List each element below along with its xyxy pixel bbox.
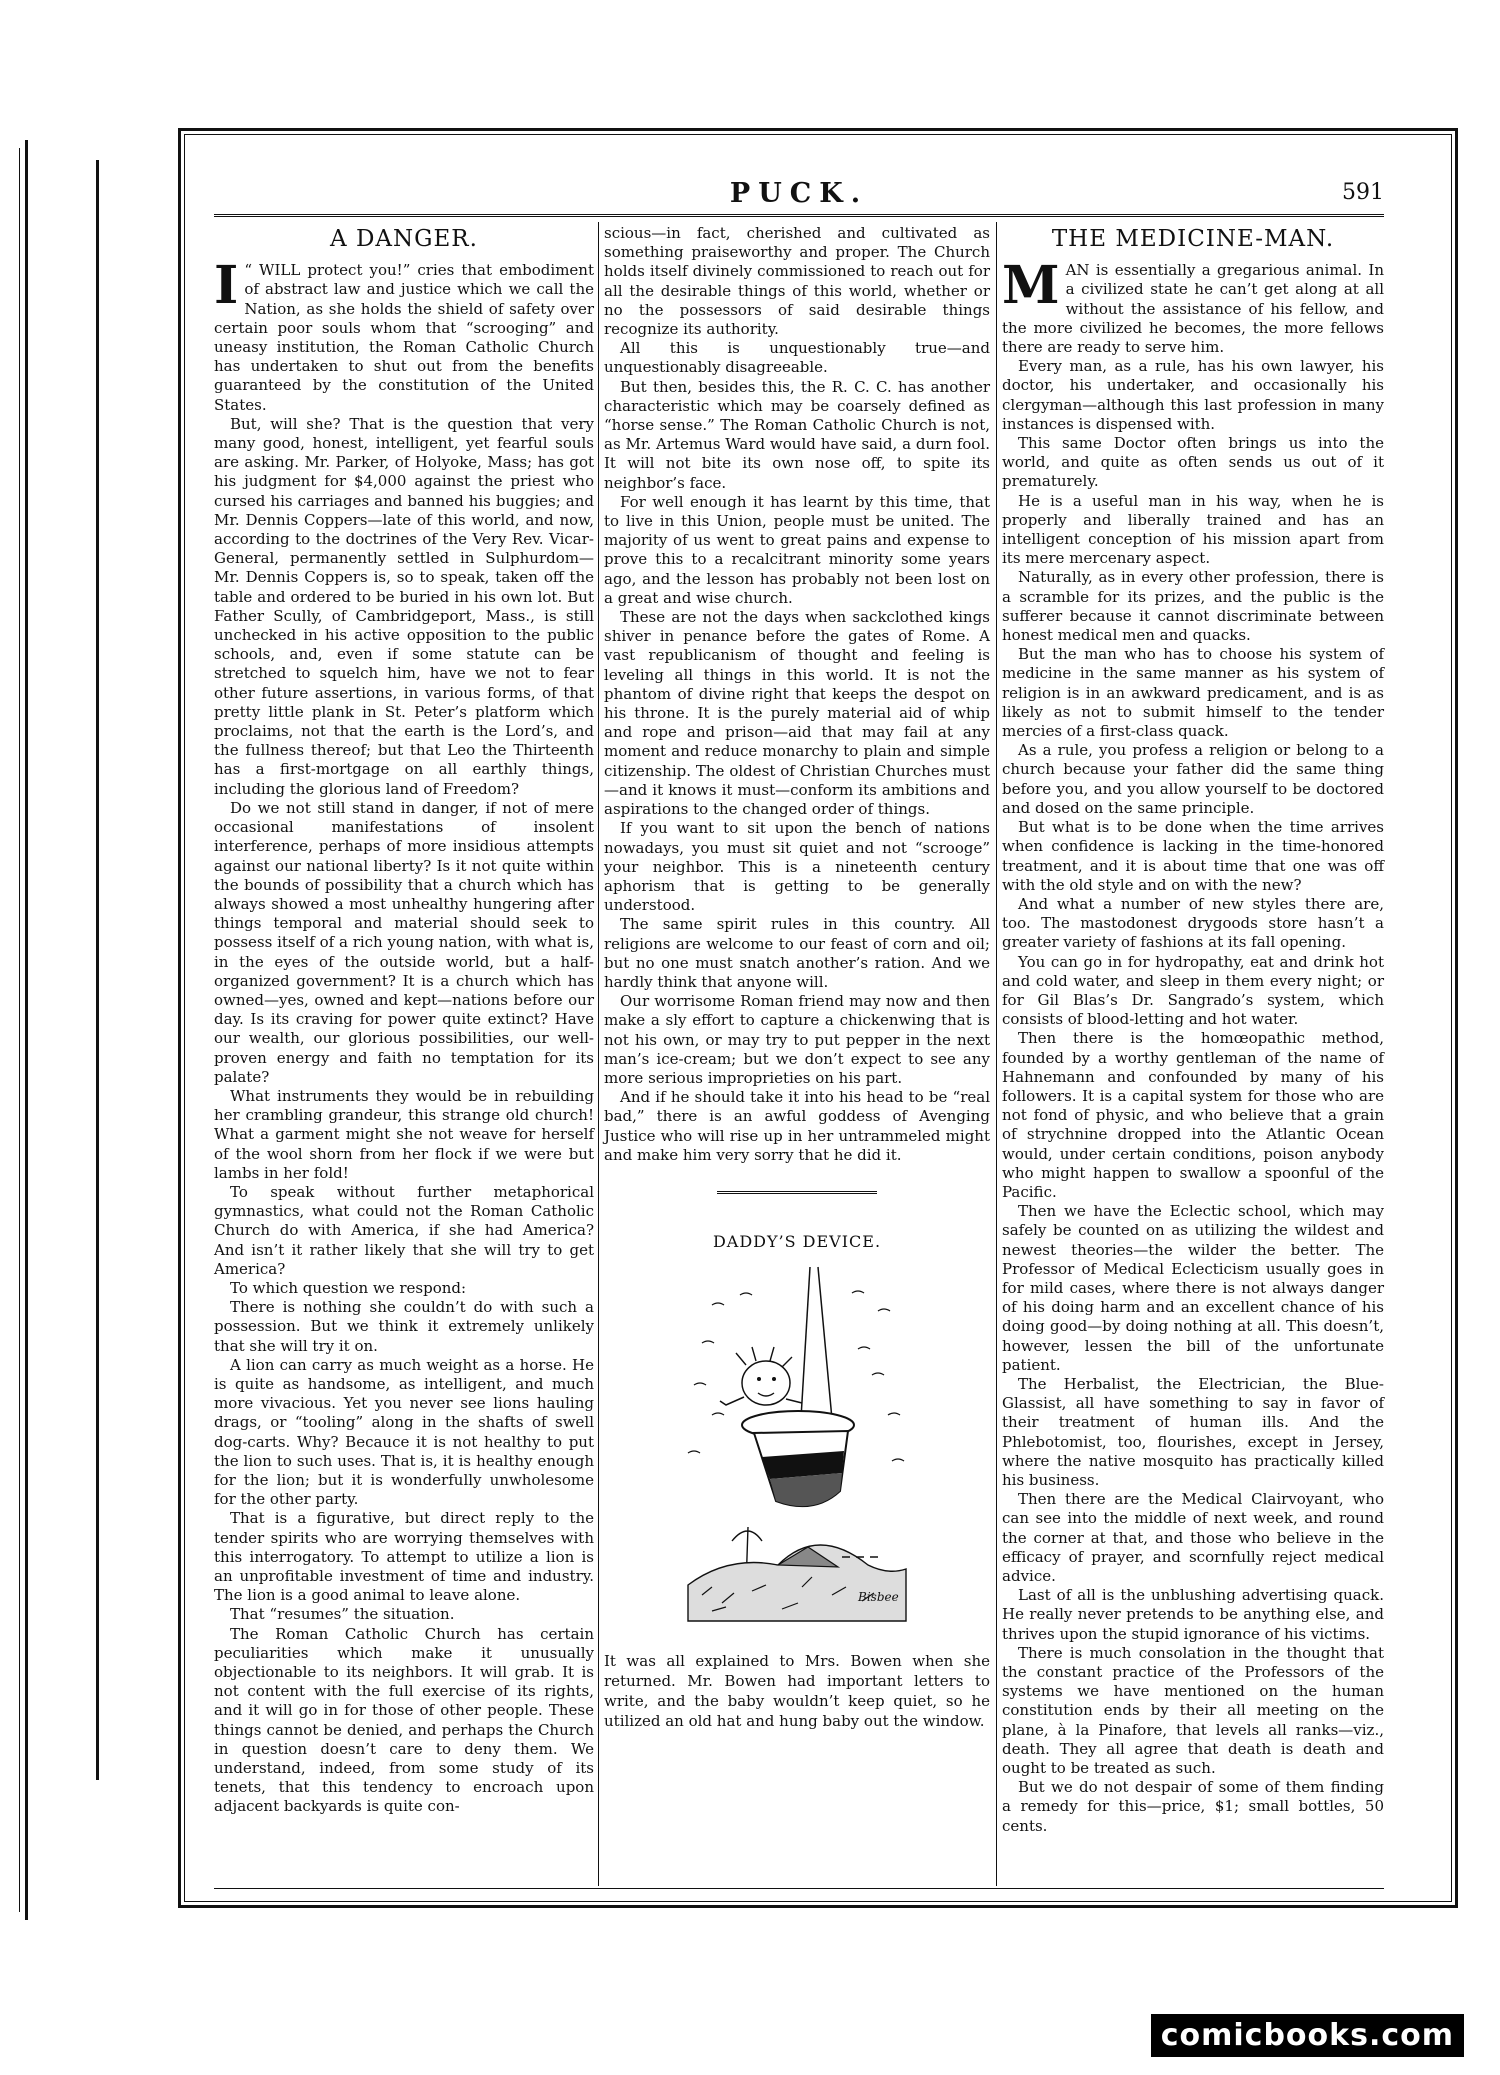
column-1 — [214, 224, 594, 1817]
paragraph: scious—in fact, cherished and cultivated as something praiseworthy and proper. The Church holds itself divinely commissioned to reach out for all the desirable things of this world, whether or no the possessors of said desirable things recognize its authority. — [604, 224, 990, 339]
paragraph: “ WILL protect you!” cries that embodiment of abstract law and justice which we call the Nation, as she holds the shield of safety over certain poor souls whom that “scrooging” and uneasy institution, the Roman Catholic Church has undertaken to shut out from the benefits guaranteed by the constitution of the United States. — [214, 261, 594, 414]
paragraph: Do we not still stand in danger, if not of mere occasional manifestations of insolent interference, perhaps of more insidious attempts against our national liberty? Is it not quite within the bounds of possibility that a church which has always showed a most unhealthy hungering after things temporal and material should seek to possess itself of a rich young nation, with what is, in the eyes of the outside world, but a half-organized government? It is a church which has owned—yes, owned and kept—nations before our day. Is its craving for power quite extinct? Have our wealth, our glorious possibilities, our well-proven energy and faith no temptation for its palate? — [214, 798, 594, 1086]
previous-page-border — [96, 160, 104, 1780]
paragraph: And if he should take it into his head to be “real bad,” there is an awful goddess of Avenging Justice who will rise up in her untrammeled might and make him very sorry that he did it. — [604, 1088, 990, 1164]
paragraph: Then we have the Eclectic school, which may safely be counted on as utilizing the wildest and newest theories—the wilder the better. The Professor of Medical Eclecticism usually goes in for mild cases, where there is not always danger of his doing harm and an excellent chance of his doing good—by doing nothing at all. This doesn’t, however, lessen the bill of the unfortunate patient. — [1002, 1202, 1384, 1374]
previous-page-edge-inner — [0, 148, 20, 1912]
artist-signature: Bisbee — [858, 1590, 899, 1605]
paragraph: AN is essentially a gregarious animal. In a civilized state he can’t get along at all without the assistance of his fellow, and the more civilized he becomes, the more fellows there are ready to serve him. — [1002, 261, 1384, 357]
paragraph: To which question we respond: — [230, 1278, 467, 1297]
section-divider — [717, 1191, 877, 1198]
paragraph: That “resumes” the situation. — [230, 1605, 455, 1624]
paragraph: Then there are the Medical Clairvoyant, who can see into the middle of next week, and round the corner at that, and those who believe in the efficacy of prayer, and scornfully reject medical advice. — [1002, 1490, 1384, 1586]
paragraph: But then, besides this, the R. C. C. has another characteristic which may be coarsely defined as “horse sense.” The Roman Catholic Church is not, as Mr. Artemus Ward would have said, a durn fool. It will not bite its own nose off, to spite its neighbor’s face. — [604, 377, 990, 492]
article-title-medicine-man: THE MEDICINE-MAN. — [1051, 226, 1335, 252]
paragraph: But the man who has to choose his system of medicine in the same manner as his system of religion is in an awkward predicament, and is as likely as not to submit himself to the tender mercies of a first-class quack. — [1002, 645, 1384, 741]
paragraph: The Herbalist, the Electrician, the Blue-Glassist, all have something to say in favor of their treatment of human ills. And the Phlebotomist, too, flourishes, except in Jersey, where the native mosquito has practically killed his business. — [1002, 1374, 1384, 1489]
paragraph: These are not the days when sackclothed kings shiver in penance before the gates of Rome. A vast republicanism of thought and feeling is leveling all things in this world. It is not the phantom of divine right that keeps the despot on his throne. It is the purely material aid of whip and rope and prison—aid that may fail at any moment and reduce monarchy to plain and simple citizenship. The oldest of Christian Churches must—and it knows it must—conform its ambitions and aspirations to the changed order of things. — [604, 608, 990, 819]
paragraph: That is a figurative, but direct reply to the tender spirits who are worrying themselves with this interrogatory. To attempt to utilize a lion is an unprofitable investment of time and industry. The lion is a good animal to leave alone. — [214, 1509, 594, 1605]
paragraph: To speak without further metaphorical gymnastics, what could not the Roman Catholic Church do with America, if she had America? And isn’t it rather likely that she will try to get America? — [214, 1182, 594, 1278]
column-rule — [996, 222, 997, 1886]
paragraph: He is a useful man in his way, when he is properly and liberally trained and has an intelligent conception of his mission apart from its mere mercenary aspect. — [1002, 491, 1384, 568]
column-3 — [1002, 224, 1384, 1836]
cartoon-title: DADDY’S DEVICE. — [712, 1231, 882, 1251]
header-rule — [214, 214, 1384, 220]
paragraph: But we do not despair of some of them finding a remedy for this—price, $1; small bottles, 50 cents. — [1002, 1778, 1384, 1835]
paragraph: The same spirit rules in this country. All religions are welcome to our feast of corn and oil; but no one must snatch another’s ration. And we hardly think that anyone will. — [604, 915, 990, 991]
paragraph: For well enough it has learnt by this time, that to live in this Union, people must be united. The majority of us went to great pains and expense to prove this to a recalcitrant minority some years ago, and the lesson has probably not been lost on a great and wise church. — [604, 492, 990, 607]
drop-cap: M — [1002, 255, 1060, 317]
paragraph: A lion can carry as much weight as a horse. He is quite as handsome, as intelligent, and much more vivacious. Yet you never see lions hauling drags, or “tooling” along in the shafts of swell dog-carts. Why? Becauce it is not healthy to put the lion to such uses. That is, it is healthy enough for the lion; but it is wonderfully unwholesome for the other party. — [214, 1355, 594, 1509]
column-2 — [604, 224, 990, 1746]
paragraph: You can go in for hydropathy, eat and drink hot and cold water, and sleep in them every night; or for Gil Blas’s Dr. Sangrado’s system, which consists of blood-letting and hot water. — [1002, 952, 1384, 1029]
paragraph: But, will she? That is the question that very many good, honest, intelligent, yet fearful souls are asking. Mr. Parker, of Holyoke, Mass; has got his judgment for $4,000 against the priest who cursed his carriages and banned his buggies; and Mr. Dennis Coppers—late of this world, and now, according to the doctrines of the Very Rev. Vicar-General, permanently settled in Sulphurdom—Mr. Dennis Coppers is, so to speak, taken off the table and ordered to be buried in his own lot. But Father Scully, of Cambridgeport, Mass., is still unchecked in his active opposition to the public schools, and, even if some statute can be stretched to squelch him, have we not to fear other future assertions, in various forms, of that pretty little plank in St. Peter’s platform which proclaims, not that the earth is the Lord’s, and the fullness thereof; but that Leo the Thirteenth has a first-mortgage on all earthly things, including the glorious land of Freedom? — [214, 414, 594, 798]
footer-rule — [214, 1888, 1384, 1889]
paragraph: And what a number of new styles there are, too. The mastodonest drygoods store hasn’t a greater variety of fashions at its fall opening. — [1002, 894, 1384, 952]
cartoon-caption: It was all explained to Mrs. Bowen when she returned. Mr. Bowen had important letters to write, and the baby wouldn’t keep quiet, so he utilized an old hat and hung baby out the window. — [604, 1652, 990, 1731]
paragraph: This same Doctor often brings us into the world, and quite as often sends us out of it prematurely. — [1002, 434, 1384, 491]
paragraph: As a rule, you profess a religion or belong to a church because your father did the same thing before you, and you allow yourself to be doctored and dosed on the same principle. — [1002, 741, 1384, 817]
paragraph: The Roman Catholic Church has certain peculiarities which make it unusually objectionable to its neighbors. It will grab. It is not content with the full exercise of its rights, and it will go in for those of other people. These things cannot be denied, and perhaps the Church in question doesn’t care to deny them. We understand, indeed, from some study of its tenets, that this tendency to encroach upon adjacent backyards is quite con- — [214, 1624, 594, 1816]
column-rule — [598, 222, 599, 1886]
paragraph: Every man, as a rule, has his own lawyer, his doctor, his undertaker, and occasionally his clergyman—although this last profession in many instances is dispensed with. — [1002, 357, 1384, 433]
paragraph: There is much consolation in the thought that the constant practice of the Professors of the systems we have mentioned on the human constitution ends by their all meeting on the plane, à la Pinafore, that levels all ranks—viz., death. They all agree that death is death and ought to be treated as such. — [1002, 1643, 1384, 1778]
paragraph: What instruments they would be in rebuilding her crambling grandeur, this strange old church! What a garment might she not weave for herself of the wool shorn from her flock if we were but lambs in her fold! — [214, 1086, 594, 1182]
paragraph: Naturally, as in every other profession, there is a scramble for its prizes, and the public is the sufferer because it cannot discriminate between honest medical men and quacks. — [1002, 568, 1384, 645]
page-header — [214, 170, 1384, 220]
drop-cap: I — [214, 255, 239, 317]
masthead: PUCK. — [729, 178, 869, 209]
paragraph: But what is to be done when the time arrives when confidence is lacking in the time-honored treatment, and it is about time that one was off with the old style and on with the new? — [1002, 818, 1384, 894]
paragraph: Last of all is the unblushing advertising quack. He really never pretends to be anything else, and thrives upon the stupid ignorance of his victims. — [1002, 1586, 1384, 1643]
paragraph: Then there is the homœopathic method, founded by a worthy gentleman of the name of Hahnemann and confounded by many of his followers. It is a capital system for those who are not fond of physic, and who believe that a grain of strychnine dropped into the Atlantic Ocean would, under certain conditions, poison anybody who might happen to swallow a spoonful of the Pacific. — [1002, 1029, 1384, 1201]
watermark: comicbooks.com — [1151, 2014, 1464, 2057]
page-number: 591 — [1342, 180, 1384, 205]
article-title-a-danger: A DANGER. — [330, 226, 478, 252]
paragraph: There is nothing she couldn’t do with such a possession. But we think it extremely unlikely that she will try it on. — [214, 1298, 594, 1355]
paragraph: All this is unquestionably true—and unquestionably disagreeable. — [604, 339, 990, 377]
paragraph: Our worrisome Roman friend may now and then make a sly effort to capture a chickenwing that is not his own, or may try to put pepper in the next man’s ice-cream; but we don’t expect to see any more serious improprieties on his part. — [604, 992, 990, 1087]
cartoon-illustration — [682, 1265, 912, 1629]
paragraph: If you want to sit upon the bench of nations nowadays, you must sit quiet and not “scrooge” your neighbor. This is a nineteenth century aphorism that is getting to be generally understood. — [604, 819, 990, 915]
